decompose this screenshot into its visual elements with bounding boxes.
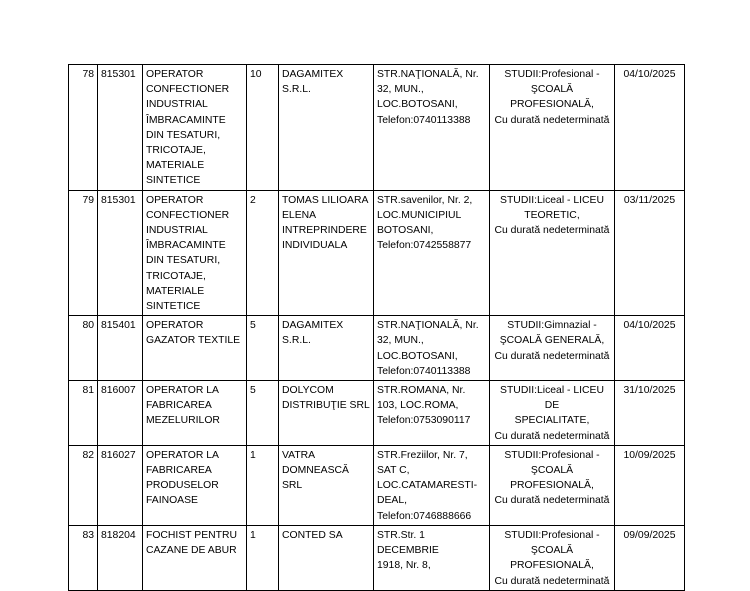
occupation-code-cell: 815301 (98, 190, 143, 316)
date-cell: 31/10/2025 (615, 381, 685, 446)
date-cell: 10/09/2025 (615, 445, 685, 525)
occupation-cell: OPERATOR LA FABRICAREA MEZELURILOR (143, 381, 247, 446)
occupation-cell: OPERATOR CONFECTIONER INDUSTRIAL ÎMBRACAMINTE DIN TESATURI, TRICOTAJE, MATERIALE SINTETICE (143, 65, 247, 191)
table-row (69, 316, 685, 381)
row-number-cell: 82 (69, 445, 98, 525)
occupation-code-cell: 816027 (98, 445, 143, 525)
occupation-cell: OPERATOR CONFECTIONER INDUSTRIAL ÎMBRACAMINTE DIN TESATURI, TRICOTAJE, MATERIALE SINTETICE (143, 190, 247, 316)
requirements-cell: STUDII:Liceal - LICEU DE SPECIALITATE, Cu durată nedeterminată (490, 381, 615, 446)
date-cell: 09/09/2025 (615, 525, 685, 590)
vacancies-count-cell: 2 (247, 190, 279, 316)
requirements-cell: STUDII:Liceal - LICEU TEORETIC, Cu durată nedeterminată (490, 190, 615, 316)
table-body (69, 65, 685, 591)
vacancies-count-cell: 5 (247, 316, 279, 381)
date-cell: 03/11/2025 (615, 190, 685, 316)
requirements-cell: STUDII:Gimnazial - ŞCOALĂ GENERALĂ, Cu durată nedeterminată (490, 316, 615, 381)
occupation-code-cell: 816007 (98, 381, 143, 446)
requirements-cell: STUDII:Profesional - ŞCOALĂ PROFESIONALĂ, Cu durată nedeterminată (490, 65, 615, 191)
table-row (69, 525, 685, 590)
employer-cell: TOMAS LILIOARA ELENA INTREPRINDERE INDIVIDUALA (279, 190, 374, 316)
table-row (69, 381, 685, 446)
row-number-cell: 78 (69, 65, 98, 191)
occupation-cell: OPERATOR GAZATOR TEXTILE (143, 316, 247, 381)
employer-cell: DOLYCOM DISTRIBUŢIE SRL (279, 381, 374, 446)
employer-cell: VATRA DOMNEASCĂ SRL (279, 445, 374, 525)
date-cell: 04/10/2025 (615, 316, 685, 381)
vacancies-count-cell: 5 (247, 381, 279, 446)
address-cell: STR.savenilor, Nr. 2, LOC.MUNICIPIUL BOTOSANI, Telefon:0742558877 (374, 190, 490, 316)
vacancies-count-cell: 1 (247, 525, 279, 590)
date-cell: 04/10/2025 (615, 65, 685, 191)
vacancies-count-cell: 10 (247, 65, 279, 191)
address-cell: STR.Str. 1 DECEMBRIE 1918, Nr. 8, (374, 525, 490, 590)
requirements-cell: STUDII:Profesional - ŞCOALĂ PROFESIONALĂ, Cu durată nedeterminată (490, 525, 615, 590)
occupation-code-cell: 815301 (98, 65, 143, 191)
table-row (69, 445, 685, 525)
vacancies-count-cell: 1 (247, 445, 279, 525)
occupation-code-cell: 815401 (98, 316, 143, 381)
address-cell: STR.ROMANA, Nr. 103, LOC.ROMA, Telefon:0753090117 (374, 381, 490, 446)
address-cell: STR.NAŢIONALĂ, Nr. 32, MUN., LOC.BOTOSANI, Telefon:0740113388 (374, 65, 490, 191)
address-cell: STR.Freziilor, Nr. 7, SAT C, LOC.CATAMARESTI- DEAL, Telefon:0746888666 (374, 445, 490, 525)
occupation-cell: FOCHIST PENTRU CAZANE DE ABUR (143, 525, 247, 590)
employer-cell: CONTED SA (279, 525, 374, 590)
row-number-cell: 79 (69, 190, 98, 316)
employer-cell: DAGAMITEX S.R.L. (279, 65, 374, 191)
occupation-cell: OPERATOR LA FABRICAREA PRODUSELOR FAINOASE (143, 445, 247, 525)
row-number-cell: 81 (69, 381, 98, 446)
job-vacancies-table (68, 64, 685, 591)
table-row (69, 190, 685, 316)
requirements-cell: STUDII:Profesional - ŞCOALĂ PROFESIONALĂ, Cu durată nedeterminată (490, 445, 615, 525)
employer-cell: DAGAMITEX S.R.L. (279, 316, 374, 381)
row-number-cell: 80 (69, 316, 98, 381)
occupation-code-cell: 818204 (98, 525, 143, 590)
address-cell: STR.NAŢIONALĂ, Nr. 32, MUN., LOC.BOTOSANI, Telefon:0740113388 (374, 316, 490, 381)
table-row (69, 65, 685, 191)
row-number-cell: 83 (69, 525, 98, 590)
